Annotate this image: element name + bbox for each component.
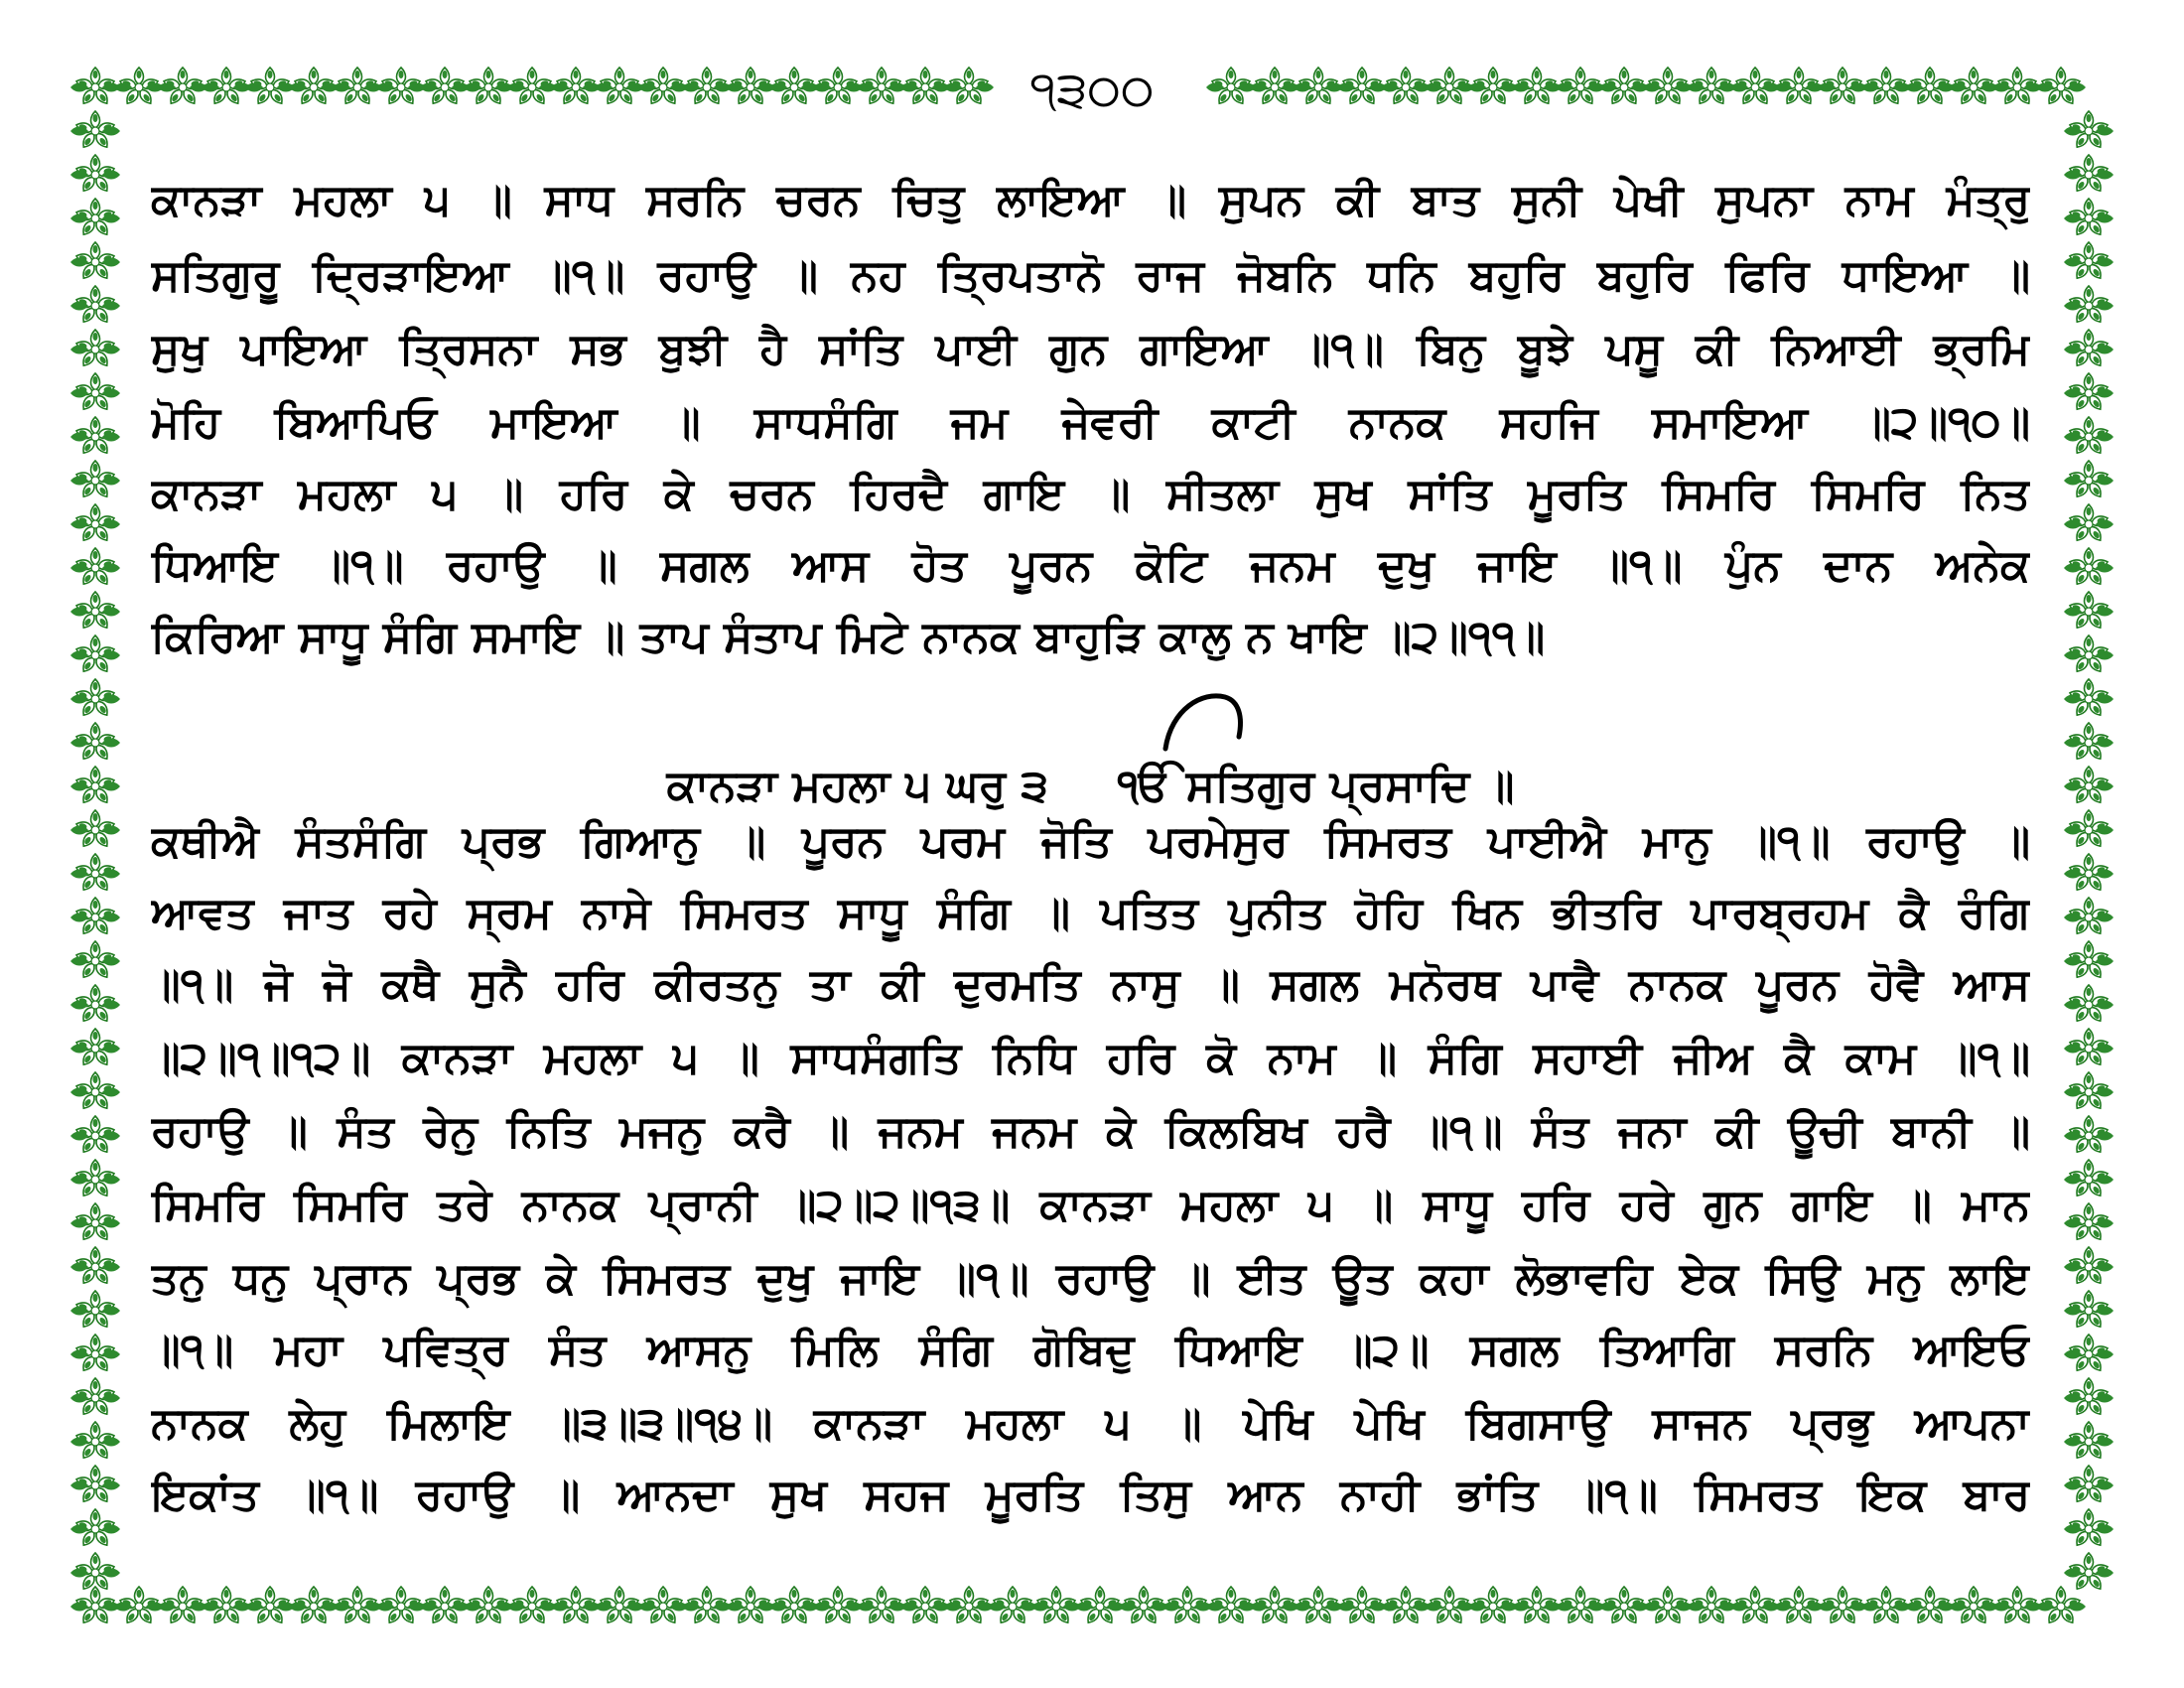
text-line: ਇਕਾਂਤ ॥੧॥ ਰਹਾਉ ॥ ਆਨਦਾ ਸੁਖ ਸਹਜ ਮੂਰਤਿ ਤਿਸੁ ਆਨ ਨਾਹੀ ਭਾਂਤਿ ॥੧॥ ਸਿਮਰਤ ਇਕ ਬਾਰ: [151, 1470, 2030, 1520]
flower-icon: [1992, 1587, 2042, 1625]
flower-icon: [2064, 330, 2114, 368]
flower-icon: [2064, 1029, 2114, 1067]
flower-icon: [114, 1587, 164, 1625]
flower-icon: [769, 68, 819, 106]
flower-icon: [2064, 1466, 2114, 1504]
flower-icon: [333, 68, 382, 106]
flower-icon: [1643, 68, 1693, 106]
flower-icon: [2064, 723, 2114, 762]
text-line: ਧਿਆਇ ॥੧॥ ਰਹਾਉ ॥ ਸਗਲ ਆਸ ਹੋਤ ਪੂਰਨ ਕੋਟਿ ਜਨਮ ਦੁਖੁ ਜਾਇ ॥੧॥ ਪੁੰਨ ਦਾਨ ਅਨੇਕ: [151, 540, 2030, 591]
flower-icon: [638, 68, 688, 106]
flower-icon: [70, 679, 120, 718]
flower-icon: [1556, 1587, 1605, 1625]
flower-icon: [1337, 68, 1387, 106]
flower-icon: [2064, 1509, 2114, 1548]
flower-icon: [1818, 68, 1867, 106]
flower-icon: [2064, 1072, 2114, 1111]
flower-icon: [70, 1029, 120, 1067]
flower-icon: [333, 1587, 382, 1625]
flower-icon: [2064, 679, 2114, 718]
flower-icon: [70, 1160, 120, 1198]
flower-icon: [1206, 1587, 1256, 1625]
flower-icon: [1468, 1587, 1518, 1625]
flower-icon: [70, 417, 120, 456]
text-line: ਸਿਮਰਿ ਸਿਮਰਿ ਤਰੇ ਨਾਨਕ ਪ੍ਰਾਨੀ ॥੨॥੨॥੧੩॥ ਕਾਨੜਾ ਮਹਲਾ ੫ ॥ ਸਾਧੂ ਹਰਿ ਹਰੇ ਗੁਨ ਗਾਇ ॥ ਮਾਨ: [151, 1180, 2030, 1230]
flower-icon: [2064, 242, 2114, 281]
flower-icon: [2064, 1335, 2114, 1373]
flower-icon: [2064, 286, 2114, 325]
flower-icon: [70, 1509, 120, 1548]
text-line: ਤਨੁ ਧਨੁ ਪ੍ਰਾਨ ਪ੍ਰਭ ਕੇ ਸਿਮਰਤ ਦੁਖੁ ਜਾਇ ॥੧॥ ਰਹਾਉ ॥ ਈਤ ਊਤ ਕਹਾ ਲੋਭਾਵਹਿ ਏਕ ਸਿਉ ਮਨੁ ਲਾਇ: [151, 1253, 2030, 1304]
flower-icon: [1949, 1587, 1998, 1625]
flower-icon: [2064, 635, 2114, 674]
flower-icon: [376, 68, 426, 106]
flower-icon: [1075, 1587, 1125, 1625]
flower-icon: [507, 1587, 557, 1625]
flower-icon: [2064, 1553, 2114, 1592]
flower-icon: [2064, 1291, 2114, 1330]
flower-icon: [1337, 1587, 1387, 1625]
flower-icon: [1556, 68, 1605, 106]
flower-icon: [2064, 1422, 2114, 1461]
flower-icon: [70, 199, 120, 237]
flower-icon: [813, 1587, 863, 1625]
flower-icon: [2064, 767, 2114, 805]
flower-icon: [2064, 592, 2114, 631]
flower-icon: [2064, 941, 2114, 980]
flower-icon: [114, 68, 164, 106]
flower-icon: [70, 548, 120, 587]
flower-icon: [464, 68, 513, 106]
flower-icon: [70, 1378, 120, 1417]
flower-icon: [1861, 1587, 1911, 1625]
onkar-arc-icon: [1158, 689, 1247, 759]
text-line: ਕਾਨੜਾ ਮਹਲਾ ੫ ॥ ਹਰਿ ਕੇ ਚਰਨ ਹਿਰਦੈ ਗਾਇ ॥ ਸੀਤਲਾ ਸੁਖ ਸਾਂਤਿ ਮੂਰਤਿ ਸਿਮਰਿ ਸਿਮਰਿ ਨਿਤ: [151, 469, 2030, 519]
flower-icon: [2064, 461, 2114, 499]
flower-icon: [726, 1587, 775, 1625]
flower-icon: [420, 1587, 470, 1625]
flower-icon: [1905, 68, 1955, 106]
heading-title: ਕਾਨੜਾ ਮਹਲਾ ੫ ਘਰੁ ੩: [666, 761, 1048, 811]
flower-icon: [464, 1587, 513, 1625]
flower-icon: [70, 1291, 120, 1330]
flower-icon: [1119, 1587, 1168, 1625]
text-line: ਰਹਾਉ ॥ ਸੰਤ ਰੇਨੁ ਨਿਤਿ ਮਜਨੁ ਕਰੈ ॥ ਜਨਮ ਜਨਮ ਕੇ ਕਿਲਬਿਖ ਹਰੈ ॥੧॥ ਸੰਤ ਜਨਾ ਕੀ ਊਚੀ ਬਾਨੀ ॥: [151, 1106, 2030, 1157]
flower-icon: [2036, 1587, 2086, 1625]
flower-icon: [2064, 199, 2114, 237]
flower-icon: [2064, 1116, 2114, 1155]
flower-icon: [1730, 68, 1780, 106]
flower-icon: [70, 985, 120, 1024]
flower-icon: [158, 1587, 207, 1625]
flower-icon: [944, 68, 994, 106]
flower-icon: [70, 854, 120, 893]
text-line: ॥੧॥ ਜੋ ਜੋ ਕਥੈ ਸੁਨੈ ਹਰਿ ਕੀਰਤਨੁ ਤਾ ਕੀ ਦੁਰਮਤਿ ਨਾਸੁ ॥ ਸਗਲ ਮਨੋਰਥ ਪਾਵੈ ਨਾਨਕ ਪੂਰਨ ਹੋਵੈ ਆਸ: [151, 959, 2030, 1010]
text-line: ਆਵਤ ਜਾਤ ਰਹੇ ਸ੍ਰਮ ਨਾਸੇ ਸਿਮਰਤ ਸਾਧੂ ਸੰਗਿ ॥ ਪਤਿਤ ਪੁਨੀਤ ਹੋਹਿ ਖਿਨ ਭੀਤਰਿ ਪਾਰਬ੍ਰਹਮ ਕੈ ਰੰਗਿ: [151, 888, 2030, 938]
flower-icon: [289, 68, 339, 106]
flower-icon: [1425, 68, 1474, 106]
flower-icon: [2064, 111, 2114, 150]
flower-icon: [1294, 68, 1343, 106]
flower-icon: [2064, 155, 2114, 194]
flower-icon: [245, 68, 295, 106]
flower-icon: [70, 1116, 120, 1155]
flower-icon: [1206, 68, 1256, 106]
text-line: ਕਥੀਐ ਸੰਤਸੰਗਿ ਪ੍ਰਭ ਗਿਆਨੁ ॥ ਪੂਰਨ ਪਰਮ ਜੋਤਿ ਪਰਮੇਸੁਰ ਸਿਮਰਤ ਪਾਈਐ ਮਾਨੁ ॥੧॥ ਰਹਾਉ ॥: [151, 816, 2030, 867]
flower-icon: [682, 1587, 732, 1625]
flower-icon: [2064, 1247, 2114, 1286]
mool-mantar-text: ੴ ਸਤਿਗੁਰ ਪ੍ਰਸਾਦਿ ॥: [1117, 761, 1515, 811]
flower-icon: [2064, 504, 2114, 543]
flower-icon: [595, 1587, 644, 1625]
flower-icon: [70, 155, 120, 194]
flower-icon: [1162, 1587, 1212, 1625]
flower-icon: [1381, 68, 1431, 106]
flower-icon: [158, 68, 207, 106]
flower-icon: [769, 1587, 819, 1625]
flower-icon: [1294, 1587, 1343, 1625]
flower-icon: [595, 68, 644, 106]
text-line: ਸੁਖੁ ਪਾਇਆ ਤ੍ਰਿਸਨਾ ਸਭ ਬੁਝੀ ਹੈ ਸਾਂਤਿ ਪਾਈ ਗੁਨ ਗਾਇਆ ॥੧॥ ਬਿਨੁ ਬੂਝੇ ਪਸੂ ਕੀ ਨਿਆਈ ਭ੍ਰਮਿ: [151, 324, 2030, 374]
flower-icon: [70, 1247, 120, 1286]
flower-icon: [70, 767, 120, 805]
flower-icon: [289, 1587, 339, 1625]
flower-icon: [2064, 1203, 2114, 1242]
flower-icon: [507, 68, 557, 106]
flower-icon: [900, 1587, 950, 1625]
text-line: ਸਤਿਗੁਰੂ ਦ੍ਰਿੜਾਇਆ ॥੧॥ ਰਹਾਉ ॥ ਨਹ ਤ੍ਰਿਪਤਾਨੋ ਰਾਜ ਜੋਬਨਿ ਧਨਿ ਬਹੁਰਿ ਬਹੁਰਿ ਫਿਰਿ ਧਾਇਆ ॥: [151, 250, 2030, 301]
flower-icon: [2064, 417, 2114, 456]
flower-icon: [1031, 1587, 1081, 1625]
flower-icon: [70, 286, 120, 325]
text-line: ਕਾਨੜਾ ਮਹਲਾ ੫ ॥ ਸਾਧ ਸਰਨਿ ਚਰਨ ਚਿਤੁ ਲਾਇਆ ॥ ਸੁਪਨ ਕੀ ਬਾਤ ਸੁਨੀ ਪੇਖੀ ਸੁਪਨਾ ਨਾਮ ਮੰਤ੍ਰੁ: [151, 175, 2030, 225]
flower-icon: [70, 330, 120, 368]
flower-icon: [70, 898, 120, 936]
flower-icon: [70, 1422, 120, 1461]
text-line: ਕਿਰਿਆ ਸਾਧੂ ਸੰਗਿ ਸਮਾਇ ॥ ਤਾਪ ਸੰਤਾਪ ਮਿਟੇ ਨਾਨਕ ਬਾਹੁੜਿ ਕਾਲੁ ਨ ਖਾਇ ॥੨॥੧੧॥: [151, 612, 1546, 662]
flower-icon: [1687, 1587, 1736, 1625]
flower-icon: [70, 461, 120, 499]
flower-icon: [1905, 1587, 1955, 1625]
flower-icon: [1774, 1587, 1824, 1625]
flower-icon: [70, 723, 120, 762]
flower-icon: [2064, 898, 2114, 936]
text-line: ॥੨॥੧॥੧੨॥ ਕਾਨੜਾ ਮਹਲਾ ੫ ॥ ਸਾਧਸੰਗਤਿ ਨਿਧਿ ਹਰਿ ਕੋ ਨਾਮ ॥ ਸੰਗਿ ਸਹਾਈ ਜੀਅ ਕੈ ਕਾਮ ॥੧॥: [151, 1033, 2030, 1083]
flower-icon: [638, 1587, 688, 1625]
flower-icon: [1643, 1587, 1693, 1625]
flower-icon: [2064, 854, 2114, 893]
flower-icon: [1599, 68, 1649, 106]
flower-icon: [1774, 68, 1824, 106]
flower-icon: [857, 68, 906, 106]
flower-icon: [70, 373, 120, 412]
flower-icon: [2064, 985, 2114, 1024]
flower-icon: [682, 68, 732, 106]
flower-icon: [70, 504, 120, 543]
flower-icon: [245, 1587, 295, 1625]
flower-icon: [1599, 1587, 1649, 1625]
flower-icon: [2064, 548, 2114, 587]
flower-icon: [70, 242, 120, 281]
flower-icon: [726, 68, 775, 106]
flower-icon: [1250, 1587, 1299, 1625]
flower-icon: [70, 68, 120, 106]
flower-icon: [1425, 1587, 1474, 1625]
flower-icon: [70, 810, 120, 849]
flower-icon: [70, 592, 120, 631]
flower-icon: [70, 1203, 120, 1242]
flower-icon: [1949, 68, 1998, 106]
flower-icon: [2064, 1160, 2114, 1198]
flower-icon: [1512, 1587, 1562, 1625]
flower-icon: [70, 941, 120, 980]
flower-icon: [551, 68, 601, 106]
text-line: ਮੋਹਿ ਬਿਆਪਿਓ ਮਾਇਆ ॥ ਸਾਧਸੰਗਿ ਜਮ ਜੇਵਰੀ ਕਾਟੀ ਨਾਨਕ ਸਹਜਿ ਸਮਾਇਆ ॥੨॥੧੦॥: [151, 397, 2030, 448]
flower-icon: [2064, 1378, 2114, 1417]
flower-icon: [988, 1587, 1037, 1625]
flower-icon: [944, 1587, 994, 1625]
flower-icon: [1687, 68, 1736, 106]
page-number: ੧੩੦੦: [1013, 55, 1171, 124]
text-line: ਨਾਨਕ ਲੇਹੁ ਮਿਲਾਇ ॥੩॥੩॥੧੪॥ ਕਾਨੜਾ ਮਹਲਾ ੫ ॥ ਪੇਖਿ ਪੇਖਿ ਬਿਗਸਾਉ ਸਾਜਨ ਪ੍ਰਭੁ ਆਪਨਾ: [151, 1398, 2030, 1449]
flower-icon: [420, 68, 470, 106]
flower-icon: [70, 1587, 120, 1625]
flower-icon: [1468, 68, 1518, 106]
flower-icon: [1861, 68, 1911, 106]
flower-icon: [813, 68, 863, 106]
flower-icon: [202, 1587, 251, 1625]
flower-icon: [551, 1587, 601, 1625]
flower-icon: [376, 1587, 426, 1625]
flower-icon: [1730, 1587, 1780, 1625]
flower-icon: [1992, 68, 2042, 106]
flower-icon: [857, 1587, 906, 1625]
flower-icon: [2036, 68, 2086, 106]
flower-icon: [1512, 68, 1562, 106]
flower-icon: [70, 1072, 120, 1111]
flower-icon: [1381, 1587, 1431, 1625]
flower-icon: [70, 1335, 120, 1373]
flower-icon: [2064, 810, 2114, 849]
flower-icon: [1818, 1587, 1867, 1625]
flower-icon: [1250, 68, 1299, 106]
flower-icon: [202, 68, 251, 106]
flower-icon: [70, 635, 120, 674]
text-line: ॥੧॥ ਮਹਾ ਪਵਿਤ੍ਰ ਸੰਤ ਆਸਨੁ ਮਿਲਿ ਸੰਗਿ ਗੋਬਿਦੁ ਧਿਆਇ ॥੨॥ ਸਗਲ ਤਿਆਗਿ ਸਰਨਿ ਆਇਓ: [151, 1325, 2030, 1375]
flower-icon: [2064, 373, 2114, 412]
flower-icon: [70, 111, 120, 150]
flower-icon: [70, 1466, 120, 1504]
flower-icon: [900, 68, 950, 106]
